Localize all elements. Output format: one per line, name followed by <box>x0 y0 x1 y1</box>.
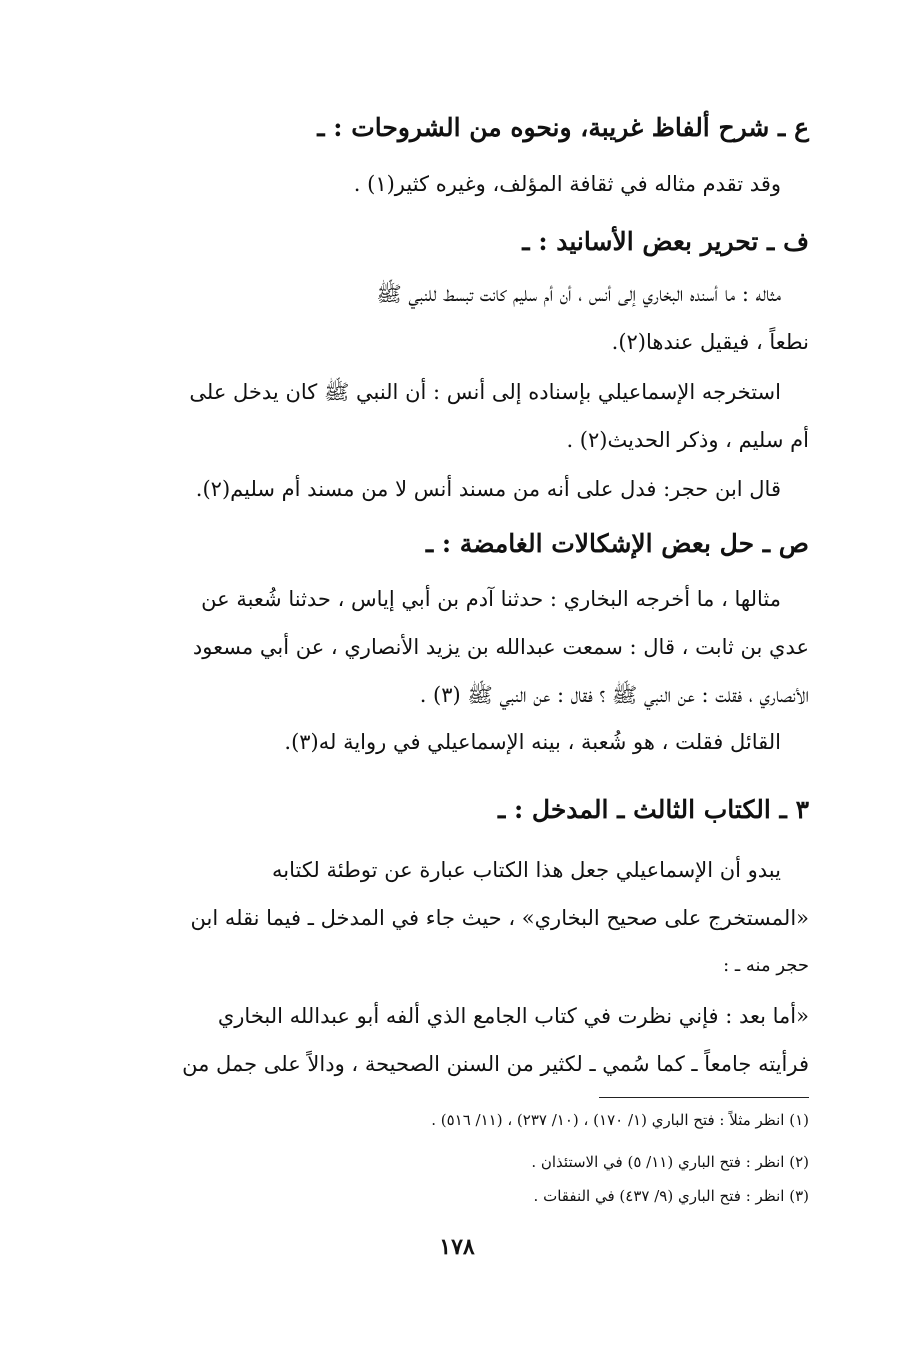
footnote-1: (١) انظر مثلاً : فتح الباري (١/ ١٧٠) ، (١٠/ ٢٣٧) ، (١١/ ٥١٦) . <box>431 1111 809 1129</box>
section-heading-fa: ف ـ تحرير بعض الأسانيد : ـ <box>522 227 809 256</box>
paragraph-line: يبدو أن الإسماعيلي جعل هذا الكتاب عبارة عن توطئة لكتابه <box>272 858 781 882</box>
paragraph <box>109 992 809 1088</box>
paragraph-line: مثاله : ما أسنده البخاري إلى أنس ، أن أم سليم كانت تبسط للنبي ﷺ <box>376 282 781 306</box>
paragraph-line: القائل فقلت ، هو شُعبة ، بينه الإسماعيلي في رواية له(٣). <box>284 730 781 754</box>
paragraph <box>109 465 809 513</box>
section-heading-sad: ص ـ حل بعض الإشكالات الغامضة : ـ <box>425 529 809 558</box>
paragraph-line: عدي بن ثابت ، قال : سمعت عبدالله بن يزيد الأنصاري ، عن أبي مسعود <box>192 635 809 659</box>
page-number: ١٧٨ <box>439 1234 475 1260</box>
paragraph <box>109 718 809 766</box>
paragraph <box>109 160 809 208</box>
paragraph <box>109 368 809 464</box>
paragraph-line: استخرجه الإسماعيلي بإسناده إلى أنس : أن النبي ﷺ كان يدخل على <box>189 380 781 404</box>
paragraph-line: حجر منه ـ : <box>723 955 809 976</box>
paragraph-line: فرأيته جامعاً ـ كما سُمي ـ لكثير من السنن الصحيحة ، ودالاً على جمل من <box>182 1052 809 1076</box>
paragraph <box>109 270 809 366</box>
footnote-separator <box>599 1097 809 1098</box>
paragraph <box>109 846 809 990</box>
paragraph-line: مثالها ، ما أخرجه البخاري : حدثنا آدم بن أبي إياس ، حدثنا شُعبة عن <box>201 587 781 611</box>
paragraph-line: أم سليم ، وذكر الحديث(٢) . <box>566 428 809 452</box>
paragraph-line: «أما بعد : فإني نظرت في كتاب الجامع الذي ألفه أبو عبدالله البخاري <box>217 1004 809 1028</box>
paragraph-line: وقد تقدم مثاله في ثقافة المؤلف، وغيره كثير(١) . <box>353 172 781 196</box>
paragraph-line: نطعاً ، فيقيل عندها(٢). <box>611 330 809 354</box>
paragraph-line: الأنصاري ، فقلت : عن النبي ﷺ ؟ فقال : عن النبي ﷺ (٣) . <box>419 683 809 707</box>
paragraph-line: قال ابن حجر: فدل على أنه من مسند أنس لا من مسند أم سليم(٢). <box>195 477 781 501</box>
footnote-2: (٢) انظر : فتح الباري (١١/ ٥) في الاستئذان . <box>531 1153 809 1171</box>
section-heading-book3: ٣ ـ الكتاب الثالث ـ المدخل : ـ <box>497 795 809 824</box>
footnote-3: (٣) انظر : فتح الباري (٩/ ٤٣٧) في النفقات . <box>533 1187 809 1205</box>
paragraph-line: «المستخرج على صحيح البخاري» ، حيث جاء في المدخل ـ فيما نقله ابن <box>190 906 809 930</box>
section-heading-ain: ع ـ شرح ألفاظ غريبة، ونحوه من الشروحات : ـ <box>317 113 809 142</box>
paragraph <box>109 575 809 719</box>
